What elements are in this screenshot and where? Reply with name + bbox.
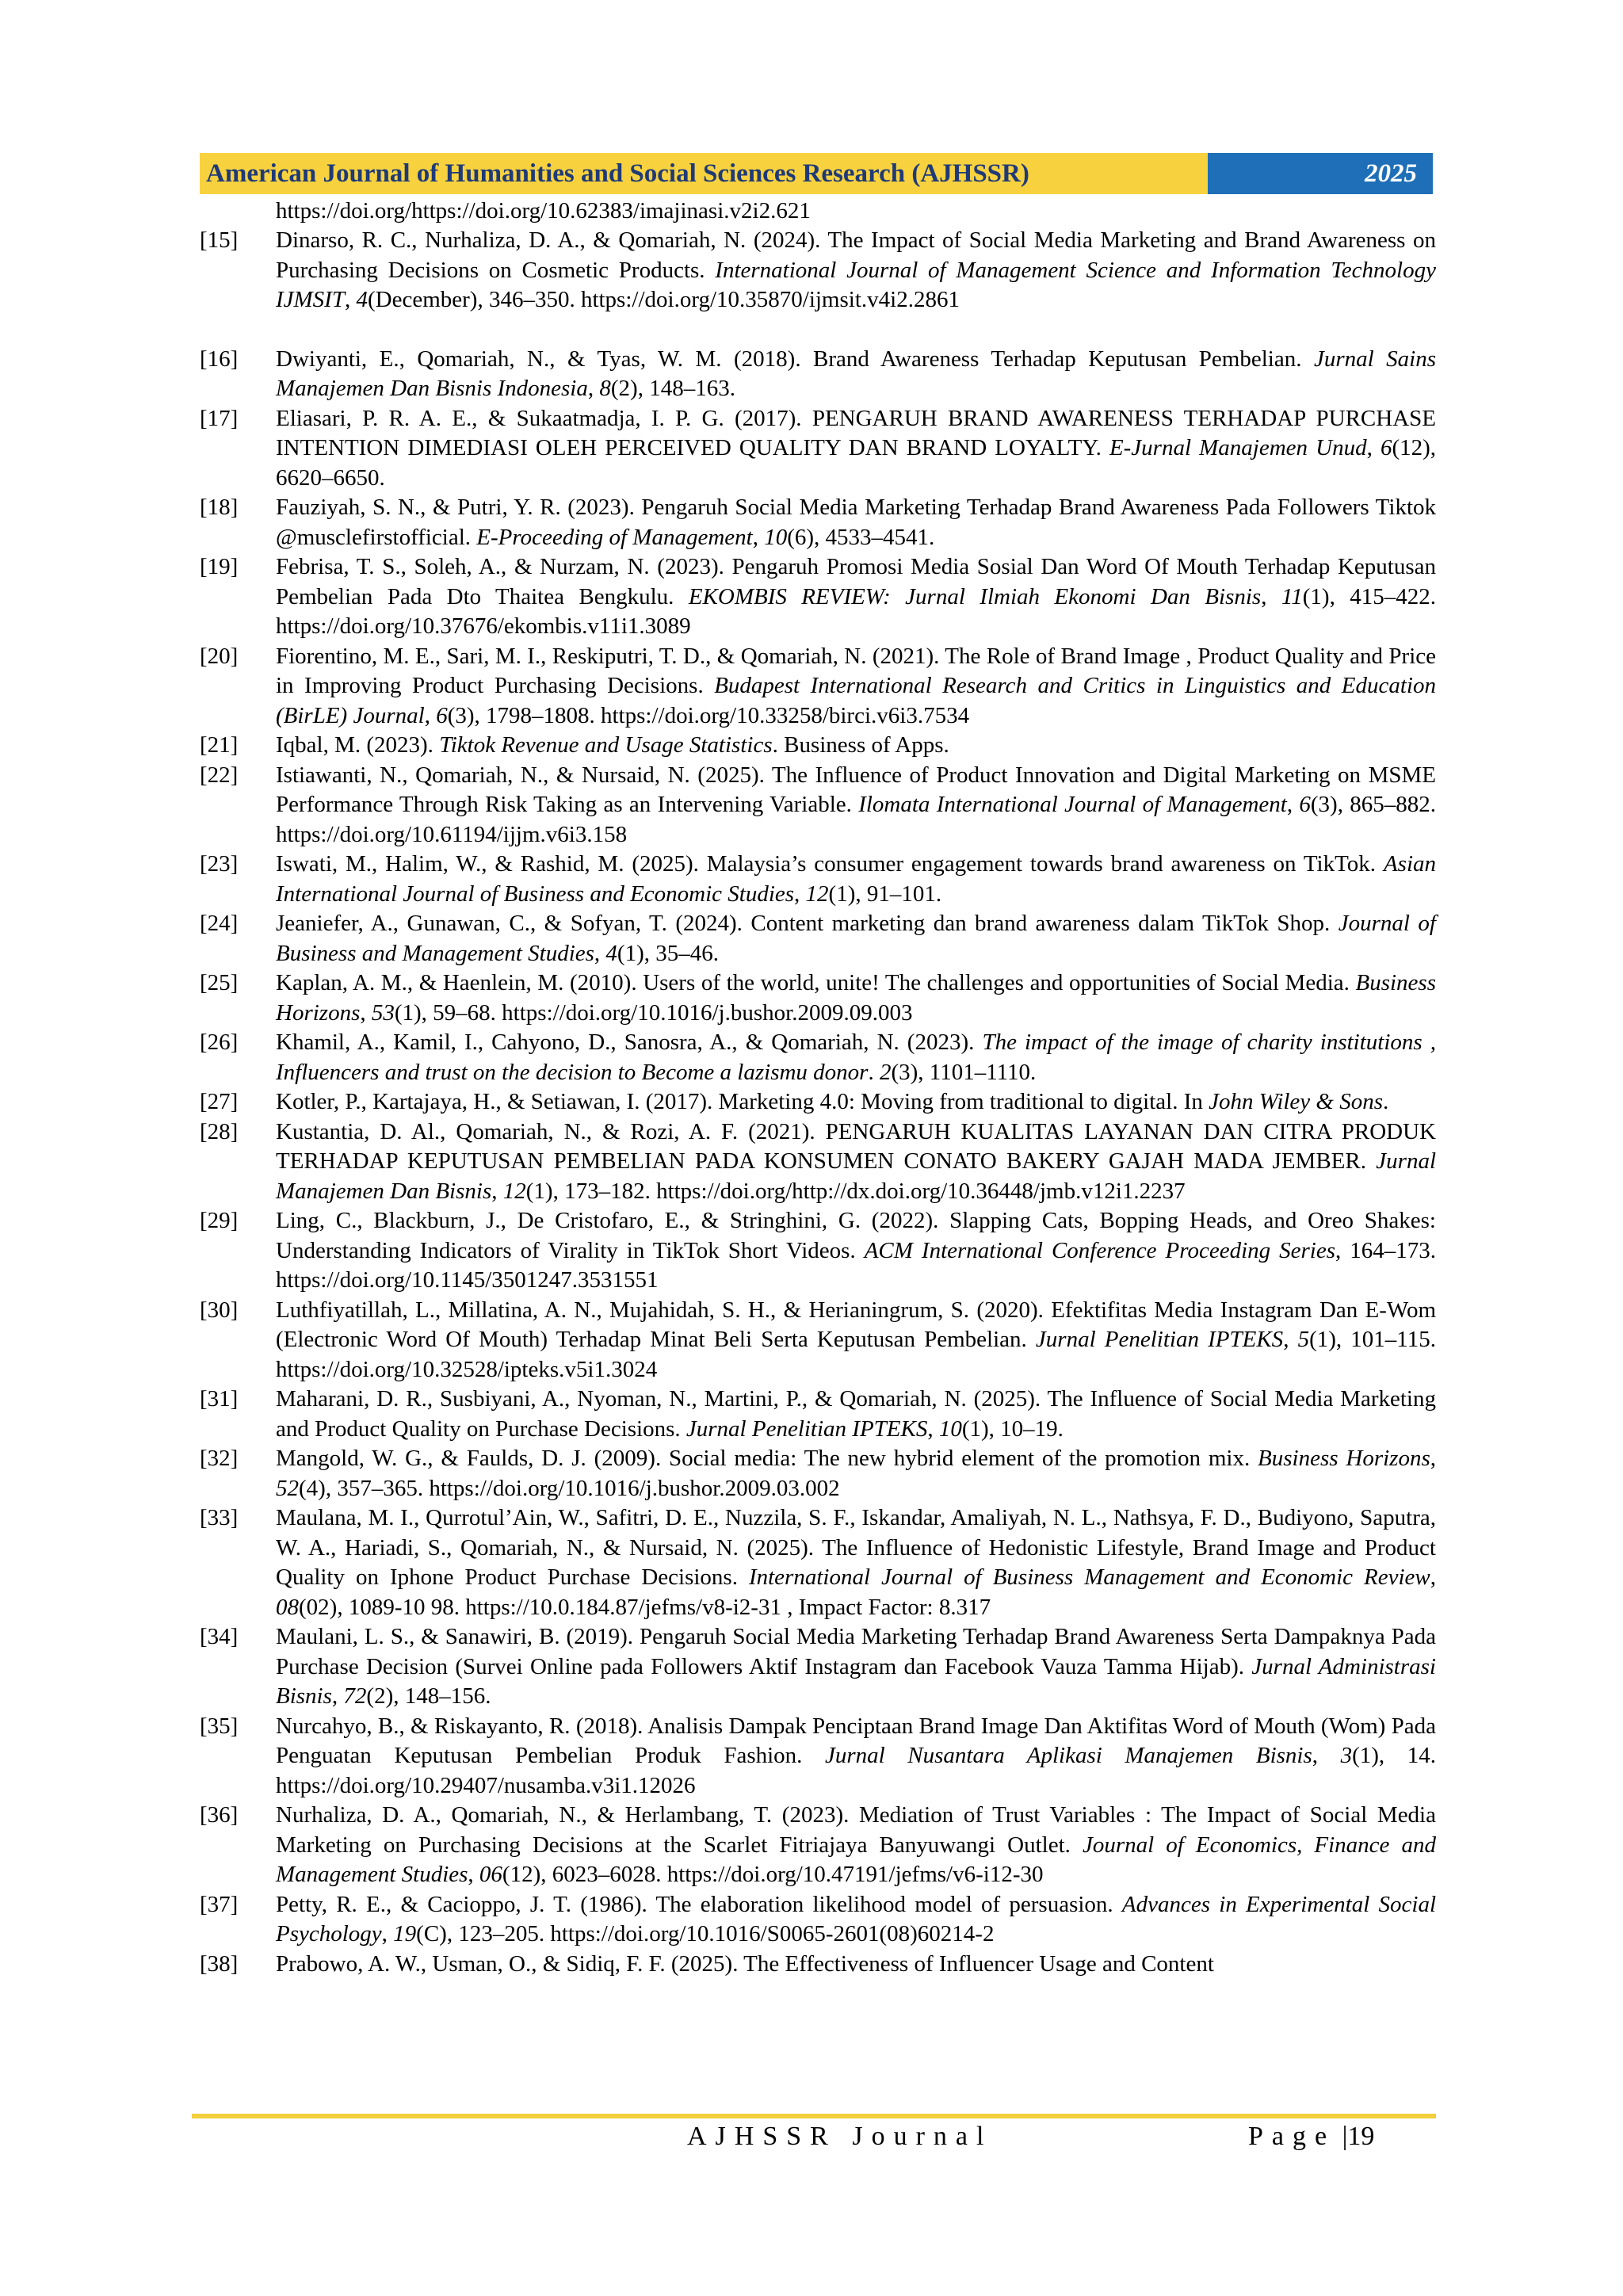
reference-segment: , (468, 1862, 479, 1887)
reference-segment: Luthfiyatillah, L., Millatina, A. N., Mujahidah, S. H., & Herianingrum, S. (2020). Efektifitas Media Instagram Dan E-Wom (Electronic Word Of Mouth) Terhadap Minat Beli Serta Keputusan Pembelian. (276, 1297, 1436, 1352)
reference-text (276, 1296, 1436, 1385)
reference-segment: Ling, C., Blackburn, J., De Cristofaro, E., & Stringhini, G. (2022). Slapping Cats, Bopping Heads, and Oreo Shakes: Understanding Indicators of Virality in TikTok Short Videos. (276, 1208, 1436, 1263)
reference-segment: Febrisa, T. S., Soleh, A., & Nurzam, N. (2023). Pengaruh Promosi Media Sosial Dan Word Of Mouth Terhadap Keputusan Pembelian Pada Dto Thaitea Bengkulu. (276, 554, 1436, 609)
reference-italic-segment: 3 (1340, 1743, 1353, 1768)
reference-segment: , (360, 999, 372, 1026)
journal-title-bar (200, 153, 1208, 194)
reference-segment: Iswati, M., Halim, W., & Rashid, M. (2025). Malaysia’s consumer engagement towards brand awareness on TikTok. (276, 851, 1384, 877)
reference-entry (200, 404, 1436, 494)
reference-italic-segment: 12 (502, 1178, 526, 1204)
reference-segment: Kotler, P., Kartajaya, H., & Setiawan, I. (2017). Marketing 4.0: Moving from traditional to digital. In (276, 1089, 1209, 1114)
reference-italic-segment: 4 (356, 287, 368, 312)
reference-italic-segment: Asian International Journal of Business and Economic Studies (276, 851, 1436, 907)
reference-segment: (2), 148–156. (366, 1683, 491, 1709)
reference-text (276, 1890, 1436, 1950)
reference-segment: Eliasari, P. R. A. E., & Sukaatmadja, I. P. G. (2017). PENGARUH BRAND AWARENESS TERHADAP PURCHASE INTENTION DIMEDIASI OLEH PERCEIVED QUALITY DAN BRAND LOYALTY. (276, 405, 1436, 460)
reference-segment: (1), 14. https://doi.org/10.29407/nusamba.v3i1.12026 (276, 1743, 1436, 1798)
reference-text (276, 731, 1436, 761)
reference-segment: , (1430, 1446, 1436, 1471)
reference-number: [21] (200, 732, 239, 758)
reference-segment: Istiawanti, N., Qomariah, N., & Nursaid, N. (2025). The Influence of Product Innovation and Digital Marketing on MSME Performance Through Risk Taking as an Intervening Variable. (276, 762, 1436, 817)
reference-text (276, 642, 1436, 732)
reference-segment: . Business of Apps. (772, 732, 949, 758)
reference-segment: , (794, 881, 806, 907)
reference-italic-segment: Jurnal Penelitian IPTEKS (685, 1415, 928, 1442)
reference-segment: Khamil, A., Kamil, I., Cahyono, D., Sanosra, A., & Qomariah, N. (2023). (276, 1030, 983, 1055)
reference-segment: , (1261, 583, 1281, 609)
reference-number: [35] (200, 1713, 239, 1739)
reference-number: [17] (200, 405, 239, 431)
reference-italic-segment: Jurnal Sains Manajemen Dan Bisnis Indonesia (276, 346, 1436, 401)
reference-text (276, 1950, 1436, 1980)
reference-entry (200, 1296, 1436, 1385)
reference-text (276, 1503, 1436, 1622)
reference-text (276, 1622, 1436, 1712)
reference-entries (200, 226, 1436, 1979)
reference-segment: , (1286, 792, 1300, 817)
reference-italic-segment: 8 (599, 376, 611, 401)
reference-segment: , (752, 524, 765, 550)
reference-entry (200, 1801, 1436, 1890)
reference-segment: Maulani, L. S., & Sanawiri, B. (2019). Pengaruh Social Media Marketing Terhadap Brand Awareness Serta Dampaknya Pada Purchase Decision (Survei Online pada Followers Aktif Instagram dan Facebook Vauza Tamma Hijab). (276, 1624, 1436, 1679)
reference-italic-segment: 6 (1299, 792, 1311, 817)
reference-italic-segment: 72 (343, 1683, 367, 1709)
reference-entry (200, 1712, 1436, 1801)
reference-segment: (12), 6620–6650. (276, 435, 1437, 491)
reference-italic-segment: 06 (479, 1862, 502, 1887)
reference-segment: , 164–173. https://doi.org/10.1145/3501247.3531551 (276, 1237, 1436, 1293)
reference-italic-segment: John Wiley & Sons (1209, 1089, 1384, 1114)
reference-italic-segment: 6 (436, 702, 448, 728)
reference-number: [30] (200, 1297, 239, 1323)
reference-italic-segment: International Journal of Business Management and Economic Review (748, 1564, 1430, 1590)
reference-number: [28] (200, 1118, 239, 1144)
reference-italic-segment: ACM International Conference Proceeding Series (864, 1237, 1335, 1263)
reference-italic-segment: Ilomata International Journal of Management (858, 792, 1287, 817)
reference-text (276, 345, 1436, 404)
journal-year: 2025 (1365, 159, 1417, 188)
reference-segment: (2), 148–163. (610, 376, 735, 401)
reference-italic-segment: Advances in Experimental Social Psychology (276, 1891, 1437, 1946)
reference-number: [18] (200, 495, 239, 520)
reference-continuation: https://doi.org/https://doi.org/10.62383/imajinasi.v2i2.621 (276, 198, 811, 223)
reference-italic-segment: Tiktok Revenue and Usage Statistics (439, 732, 773, 758)
reference-italic-segment: 4 (605, 940, 617, 966)
journal-header (200, 153, 1433, 194)
reference-text (276, 404, 1436, 494)
reference-number: [20] (200, 643, 239, 669)
reference-segment: , (424, 702, 437, 728)
footer-page-value: 19 (1347, 2122, 1375, 2151)
reference-segment: (3), 1101–1110. (891, 1059, 1037, 1085)
reference-entry (200, 1444, 1436, 1503)
reference-entry (200, 909, 1436, 968)
reference-segment: (12), 6023–6028. https://doi.org/10.47191/jefms/v6-i12-30 (502, 1862, 1044, 1887)
reference-italic-segment: EKOMBIS REVIEW: Jurnal Ilmiah Ekonomi Dan Bisnis (688, 583, 1262, 609)
reference-text (276, 1028, 1436, 1087)
reference-number: [33] (200, 1505, 239, 1530)
reference-italic-segment: 53 (371, 999, 395, 1026)
reference-italic-segment: Journal of Business and Management Studies (276, 911, 1436, 966)
reference-number: [25] (200, 970, 239, 995)
reference-italic-segment: The impact of the image of charity institutions , Influencers and trust on the decision to Become a lazismu donor (276, 1030, 1437, 1085)
reference-number: [15] (200, 227, 239, 253)
reference-italic-segment: Budapest International Research and Critics in Linguistics and Education (BirLE) Journal (276, 673, 1436, 728)
reference-entry (200, 642, 1436, 732)
reference-segment: (02), 1089-10 98. https://10.0.184.87/jefms/v8-i2-31 , Impact Factor: 8.317 (299, 1594, 991, 1620)
reference-segment: , (491, 1178, 503, 1204)
journal-title: American Journal of Humanities and Social Sciences Research (AJHSSR) (206, 159, 1029, 188)
reference-entry (200, 1028, 1436, 1087)
reference-gap (200, 315, 1436, 345)
reference-entry (200, 1385, 1436, 1444)
reference-text (276, 226, 1436, 315)
reference-italic-segment: Business Horizons (1258, 1446, 1430, 1471)
reference-entry (200, 1206, 1436, 1296)
reference-italic-segment: 10 (938, 1415, 962, 1442)
reference-entry (200, 226, 1436, 315)
reference-segment: , (1283, 1327, 1298, 1352)
reference-italic-segment: Jurnal Nusantara Aplikasi Manajemen Bisnis (824, 1743, 1312, 1768)
reference-italic-segment: 10 (764, 524, 788, 550)
reference-entry (200, 761, 1436, 850)
reference-segment: (4), 357–365. https://doi.org/10.1016/j.bushor.2009.03.002 (299, 1475, 840, 1501)
reference-segment: , (1430, 1564, 1436, 1590)
reference-segment: (1), 59–68. https://doi.org/10.1016/j.bushor.2009.09.003 (394, 999, 913, 1026)
footer-rule (192, 2114, 1436, 2118)
reference-segment: (C), 123–205. https://doi.org/10.1016/S0065-2601(08)60214-2 (416, 1921, 995, 1946)
reference-italic-segment: 52 (276, 1475, 299, 1501)
reference-text (276, 1206, 1436, 1296)
reference-italic-segment: 19 (393, 1921, 417, 1946)
reference-italic-segment: E-Jurnal Manajemen Unud (1109, 435, 1367, 460)
reference-segment: (3), 1798–1808. https://doi.org/10.33258/birci.v6i3.7534 (447, 702, 970, 728)
reference-segment: (6), 4533–4541. (787, 524, 935, 550)
reference-entry (200, 1622, 1436, 1712)
reference-italic-segment: E-Proceeding of Management (476, 524, 753, 550)
reference-italic-segment: 08 (276, 1594, 299, 1620)
reference-segment: Nurhaliza, D. A., Qomariah, N., & Herlambang, T. (2023). Mediation of Trust Variables : The Impact of Social Media Marketing on Purchasing Decisions at the Scarlet Fitriajaya Banyuwangi Outlet. (276, 1802, 1436, 1858)
footer-page-label: Page (1248, 2122, 1336, 2151)
reference-entry (200, 731, 1436, 761)
reference-segment: (1), 415–422. https://doi.org/10.37676/ekombis.v11i1.3089 (276, 583, 1436, 639)
reference-segment: Mangold, W. G., & Faulds, D. J. (2009). Social media: The new hybrid element of the promotion mix. (276, 1446, 1258, 1471)
reference-italic-segment: 2 (879, 1059, 892, 1085)
reference-segment: , (331, 1683, 344, 1709)
reference-segment: (3), 865–882. https://doi.org/10.61194/ijjm.v6i3.158 (276, 792, 1437, 847)
reference-number: [36] (200, 1802, 239, 1828)
reference-italic-segment: International Journal of Management Science and Information Technology IJMSIT (276, 257, 1436, 312)
reference-segment: Fauziyah, S. N., & Putri, Y. R. (2023). Pengaruh Social Media Marketing Terhadap Brand Awareness Pada Followers Tiktok @musclefirstofficial. (276, 495, 1436, 550)
reference-number: [16] (200, 346, 239, 372)
reference-entry (200, 345, 1436, 404)
reference-segment: , (1366, 435, 1381, 460)
reference-italic-segment: 6 (1380, 435, 1392, 460)
reference-segment: (1), 101–115. https://doi.org/10.32528/ipteks.v5i1.3024 (276, 1327, 1436, 1382)
reference-number: [26] (200, 1030, 239, 1055)
reference-segment: Kaplan, A. M., & Haenlein, M. (2010). Users of the world, unite! The challenges and opportunities of Social Media. (276, 970, 1356, 995)
reference-text (276, 1087, 1436, 1117)
reference-segment: , (594, 940, 606, 966)
reference-segment: , (927, 1415, 939, 1442)
reference-segment: (1), 173–182. https://doi.org/http://dx.doi.org/10.36448/jmb.v12i1.2237 (525, 1178, 1186, 1204)
reference-segment: , (1312, 1743, 1341, 1768)
reference-segment: (1), 10–19. (961, 1415, 1064, 1442)
reference-number: [37] (200, 1891, 239, 1917)
reference-segment: Petty, R. E., & Cacioppo, J. T. (1986). The elaboration likelihood model of persuasion. (276, 1891, 1122, 1917)
reference-entry (200, 1117, 1436, 1207)
reference-italic-segment: Jurnal Penelitian IPTEKS (1035, 1327, 1284, 1352)
reference-segment: . (1383, 1089, 1389, 1114)
reference-text (276, 1117, 1436, 1207)
reference-segment: , (587, 376, 600, 401)
reference-text (276, 850, 1436, 909)
reference-entry (200, 1087, 1436, 1117)
reference-italic-segment: Jurnal Manajemen Dan Bisnis (276, 1148, 1436, 1204)
reference-entry (200, 968, 1436, 1028)
reference-italic-segment: 12 (805, 881, 829, 907)
reference-italic-segment: 11 (1281, 583, 1303, 609)
reference-entry (200, 1950, 1436, 1980)
reference-entry (200, 493, 1436, 552)
reference-segment: (1), 91–101. (828, 881, 942, 907)
reference-text (276, 552, 1436, 642)
journal-year-bar (1208, 153, 1433, 194)
reference-number: [19] (200, 554, 239, 579)
reference-number: [38] (200, 1950, 239, 1977)
footer-page-number (1248, 2122, 1374, 2152)
reference-number: [22] (200, 762, 239, 788)
reference-number: [27] (200, 1089, 239, 1114)
reference-segment: . (868, 1059, 880, 1085)
reference-text (276, 761, 1436, 850)
reference-italic-segment: 5 (1297, 1327, 1310, 1352)
reference-number: [24] (200, 911, 239, 936)
reference-text (276, 1712, 1436, 1801)
reference-segment: Iqbal, M. (2023). (276, 732, 440, 758)
reference-number: [31] (200, 1386, 239, 1412)
reference-segment: Dinarso, R. C., Nurhaliza, D. A., & Qomariah, N. (2024). The Impact of Social Media Marketing and Brand Awareness on Purchasing Decisions on Cosmetic Products. (276, 227, 1436, 283)
reference-number: [29] (200, 1208, 239, 1233)
reference-text (276, 968, 1436, 1028)
reference-number: [32] (200, 1446, 239, 1471)
reference-segment: Fiorentino, M. E., Sari, M. I., Reskiputri, T. D., & Qomariah, N. (2021). The Role of Brand Image , Product Quality and Price in Improving Product Purchasing Decisions. (276, 643, 1436, 698)
reference-text (276, 1444, 1436, 1503)
reference-segment: Nurcahyo, B., & Riskayanto, R. (2018). Analisis Dampak Penciptaan Brand Image Dan Aktifitas Word of Mouth (Wom) Pada Penguatan Keputusan Pembelian Produk Fashion. (276, 1713, 1436, 1768)
reference-segment: (December), 346–350. https://doi.org/10.35870/ijmsit.v4i2.2861 (367, 287, 960, 312)
reference-text (276, 1385, 1436, 1444)
footer-journal-name: AJHSSR Journal (687, 2122, 993, 2151)
reference-segment: Jeaniefer, A., Gunawan, C., & Sofyan, T. (2024). Content marketing dan brand awareness dalam TikTok Shop. (276, 911, 1338, 936)
reference-segment: Dwiyanti, E., Qomariah, N., & Tyas, W. M. (2018). Brand Awareness Terhadap Keputusan Pembelian. (276, 346, 1314, 372)
reference-segment: , (344, 287, 357, 312)
reference-entry (200, 850, 1436, 909)
reference-italic-segment: Jurnal Administrasi Bisnis (276, 1653, 1436, 1709)
reference-text (276, 493, 1436, 552)
reference-text (276, 1801, 1436, 1890)
reference-entry (200, 552, 1436, 642)
reference-italic-segment: Business Horizons (276, 970, 1436, 1026)
reference-list (200, 197, 1436, 1979)
reference-segment: Maulana, M. I., Qurrotul’Ain, W., Safitri, D. E., Nuzzila, S. F., Iskandar, Amaliyah, N. L., Nathsya, F. D., Budiyono, Saputra, W. A., Hariadi, S., Qomariah, N., & Nursaid, N. (2025). The Influence of Hedonistic Lifestyle, Brand Image and Product Quality on Iphone Product Purchase Decisions. (276, 1505, 1436, 1590)
reference-entry (200, 1890, 1436, 1950)
reference-segment: (1), 35–46. (617, 940, 719, 966)
reference-segment: Maharani, D. R., Susbiyani, A., Nyoman, N., Martini, P., & Qomariah, N. (2025). The Influence of Social Media Marketing and Product Quality on Purchase Decisions. (276, 1386, 1436, 1442)
reference-segment: , (381, 1921, 394, 1946)
reference-segment: Prabowo, A. W., Usman, O., & Sidiq, F. F. (2025). The Effectiveness of Influencer Usage and Content (276, 1950, 1214, 1977)
footer-separator: | (1342, 2122, 1348, 2151)
reference-entry (200, 1503, 1436, 1622)
reference-segment: Kustantia, D. Al., Qomariah, N., & Rozi, A. F. (2021). PENGARUH KUALITAS LAYANAN DAN CITRA PRODUK TERHADAP KEPUTUSAN PEMBELIAN PADA KONSUMEN CONATO BAKERY GAJAH MADA JEMBER. (276, 1118, 1436, 1174)
reference-italic-segment: Journal of Economics, Finance and Management Studies (276, 1832, 1436, 1887)
reference-text (276, 909, 1436, 968)
reference-number: [34] (200, 1624, 239, 1649)
reference-number: [23] (200, 851, 239, 877)
